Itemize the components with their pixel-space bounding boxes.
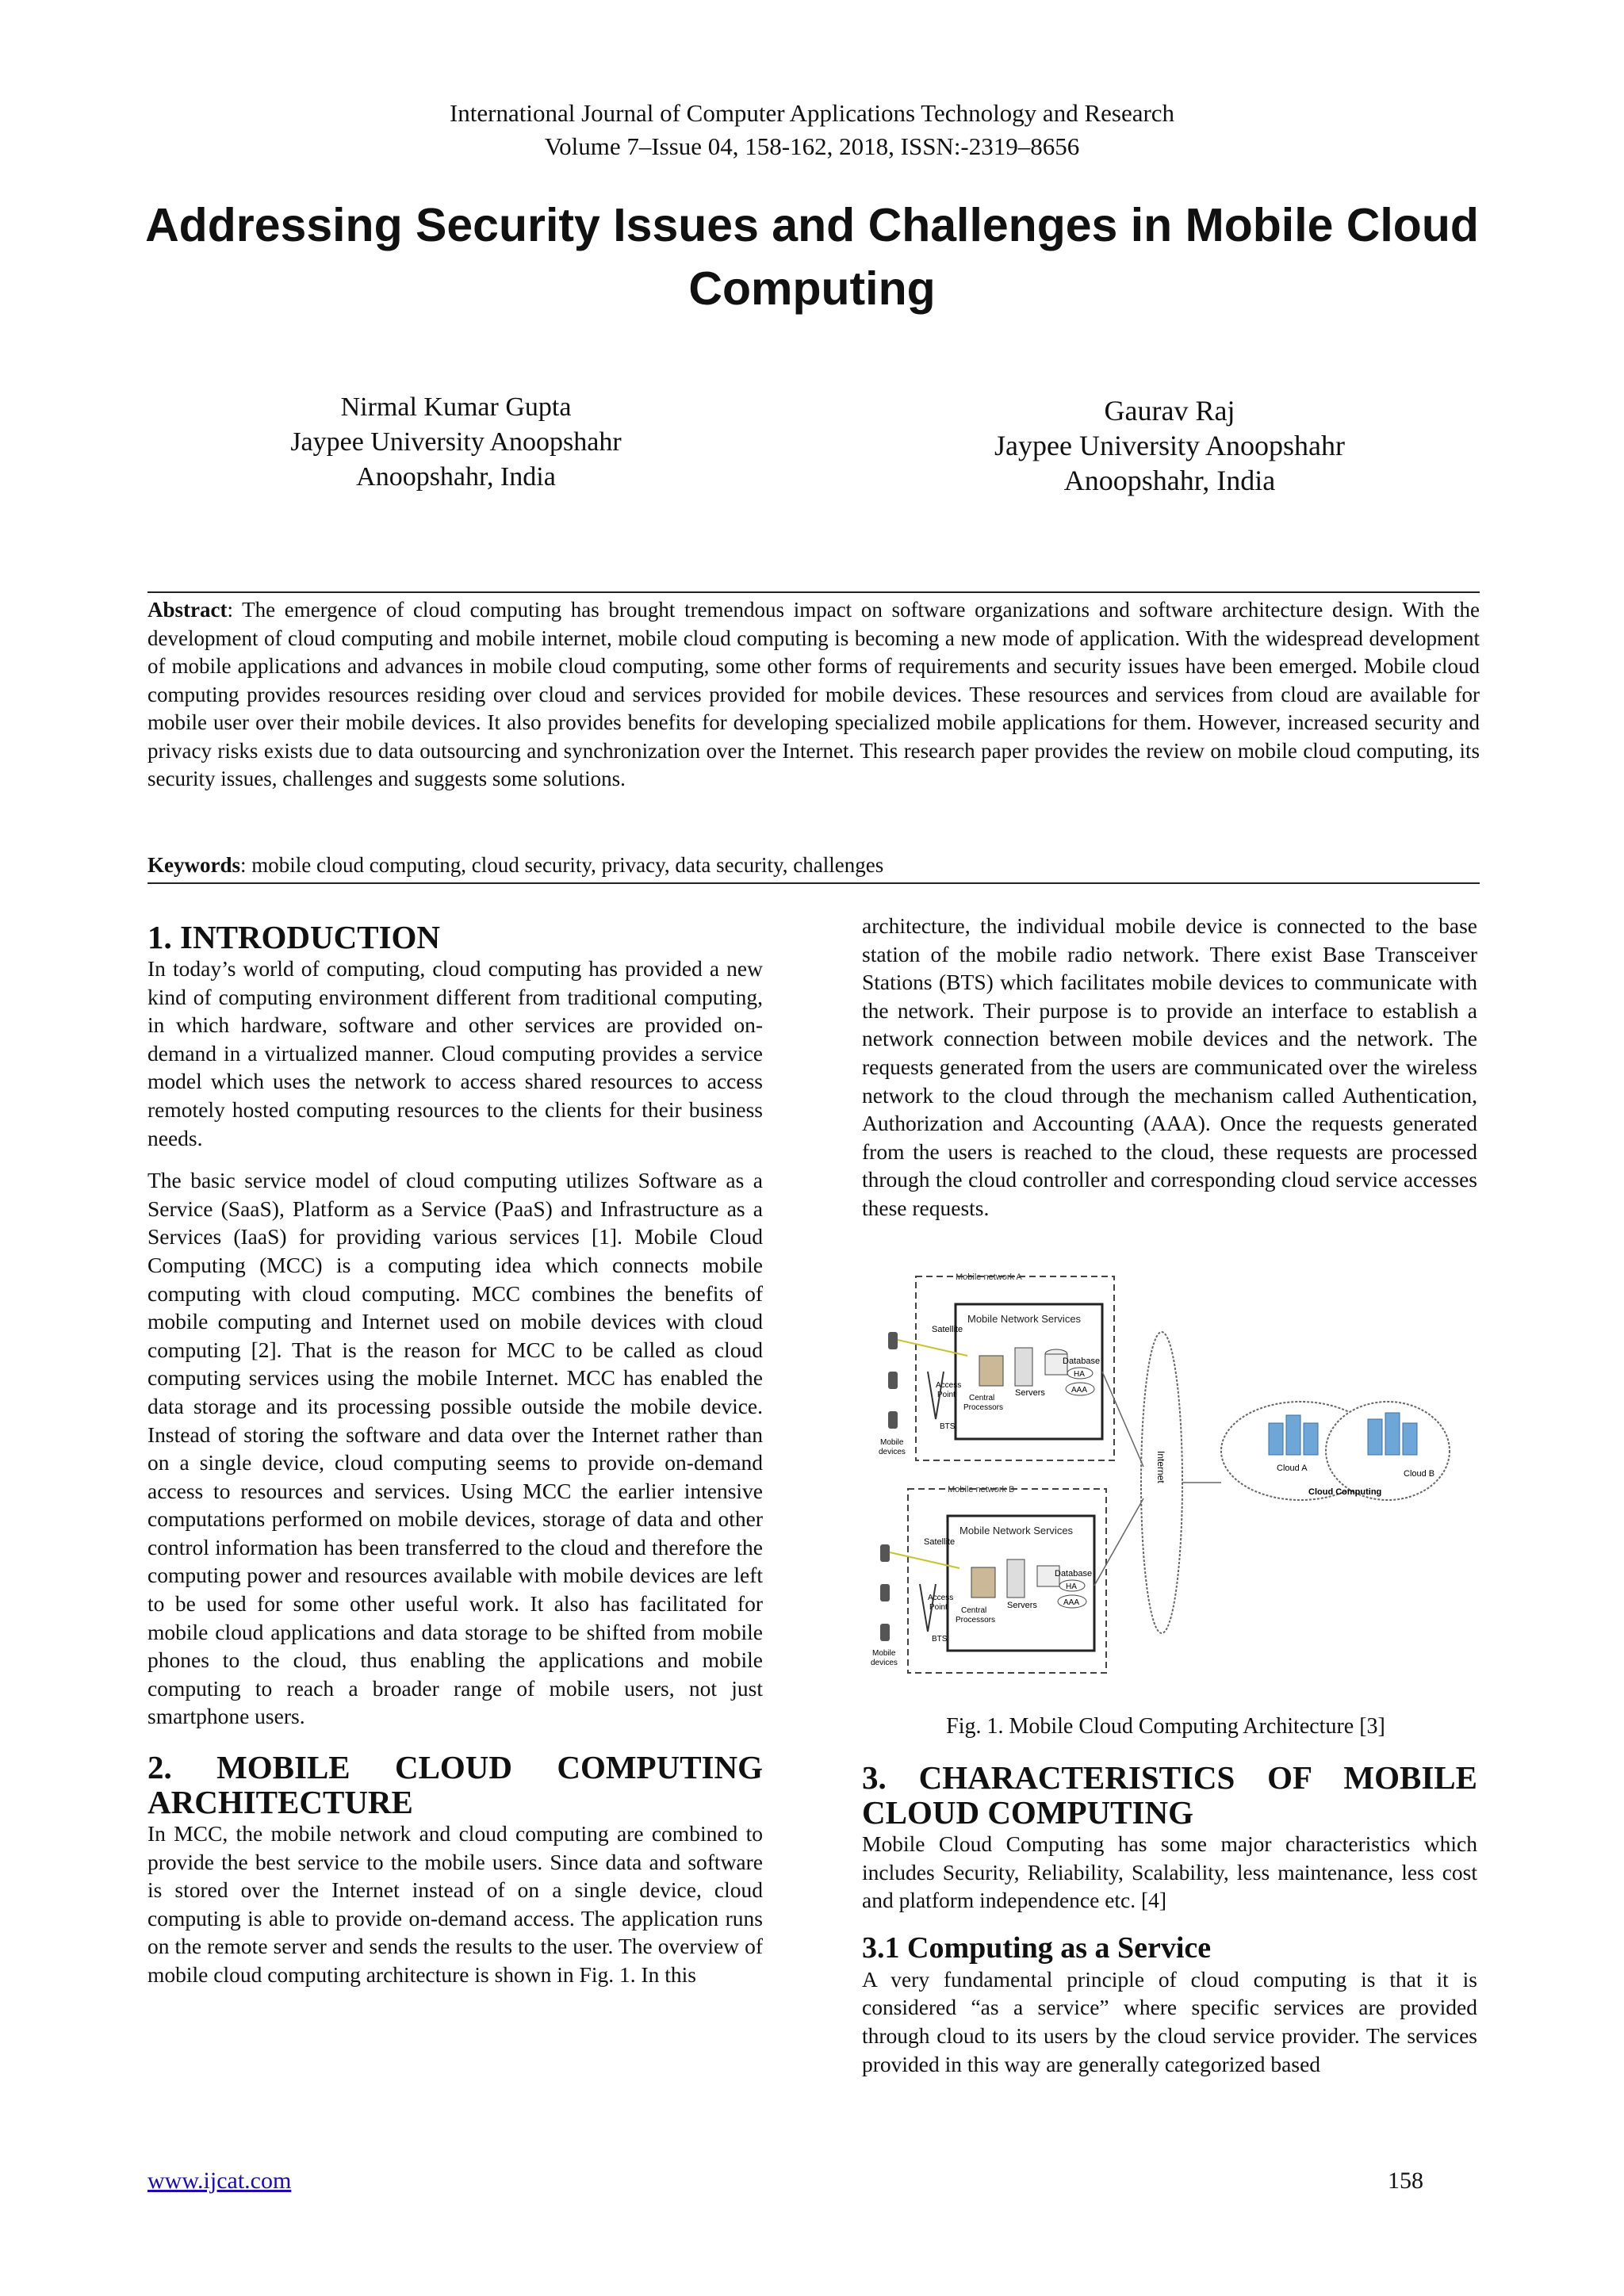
- right-column-top: [862, 912, 1477, 1237]
- bts-label: BTS: [932, 1635, 948, 1644]
- mobile-label-1: Mobile: [880, 1438, 904, 1447]
- author-affiliation: Jaypee University Anoopshahr: [290, 427, 622, 457]
- author-location: Anoopshahr, India: [356, 462, 556, 492]
- author-block-1: [178, 390, 733, 495]
- section-heading-architecture: 2. MOBILE CLOUD COMPUTING ARCHITECTURE: [147, 1749, 763, 1821]
- paragraph: In today’s world of computing, cloud computing has provided a new kind of computing environment different from traditional computing, in which hardware, software and other services are provided on-demand in a virtualized manner. Cloud computing provides a service model which uses the network to access shared resources to access remotely hosted computing resources to the clients for their business needs.: [147, 956, 763, 1150]
- internet-label: Internet: [1155, 1451, 1166, 1483]
- cloud-server-icon: [1304, 1423, 1318, 1455]
- keywords-label: Keywords: [147, 853, 240, 877]
- access-label-2: Point: [929, 1603, 948, 1612]
- network-b-label: Mobile network B: [948, 1485, 1015, 1494]
- figure-caption: Fig. 1. Mobile Cloud Computing Architecture [3]: [946, 1714, 1385, 1739]
- figure-mcc-architecture: [848, 1269, 1451, 1697]
- central-label-1: Central: [969, 1394, 995, 1402]
- subsection-heading-computing-as-a-service: 3.1 Computing as a Service: [862, 1931, 1212, 1965]
- central-label-2: Processors: [963, 1403, 1004, 1412]
- access-label-1: Access: [928, 1594, 954, 1602]
- access-label-2: Point: [937, 1391, 956, 1399]
- mobile-phone-icon: [888, 1372, 898, 1389]
- satellite-label: Satellite: [932, 1325, 963, 1334]
- cloud-b-label: Cloud B: [1404, 1469, 1435, 1479]
- author-block-2: [892, 393, 1447, 498]
- mobile-label-2: devices: [879, 1448, 906, 1456]
- ha-label: HA: [1074, 1370, 1085, 1379]
- paragraph: A very fundamental principle of cloud computing is that it is considered “as a service” where specific services are provided through cloud to its users by the cloud service provider. The services provided in this way are generally categorized based: [862, 1966, 1477, 2076]
- mns-label-b: Mobile Network Services: [959, 1525, 1074, 1536]
- abstract-text: : The emergence of cloud computing has brought tremendous impact on software organizations and software architecture design. With the development of cloud computing and mobile internet, mobile cloud computing is becoming a new mode of application. With the widespread development of mobile applications and advances in mobile cloud computing, some other forms of requirements and security issues have been emerged. Mobile cloud computing provides resources residing over cloud and services provided for mobile devices. These resources and services from cloud are available for mobile user over their mobile devices. It also provides benefits for developing specialized mobile applications for them. However, increased security and privacy risks exists due to data outsourcing and synchronization over the Internet. This research paper provides the review on mobile cloud computing, its security issues, challenges and suggests some solutions.: [147, 598, 1480, 790]
- journal-header: [0, 97, 1624, 163]
- mobile-label-1: Mobile: [872, 1649, 896, 1658]
- network-a-label: Mobile network A: [956, 1272, 1022, 1282]
- left-column: [147, 920, 763, 2003]
- mobile-label-2: devices: [871, 1659, 898, 1667]
- mobile-phone-icon: [888, 1411, 898, 1429]
- page-number: 158: [1388, 2168, 1423, 2194]
- author-affiliation: Jaypee University Anoopshahr: [994, 430, 1345, 461]
- satellite-label: Satellite: [924, 1537, 956, 1547]
- mobile-phone-icon: [880, 1584, 890, 1601]
- cloud-server-icon: [1385, 1413, 1400, 1455]
- abstract: [147, 596, 1480, 794]
- author-name: Gaurav Raj: [1104, 395, 1235, 427]
- central-processor-icon: [979, 1356, 1003, 1386]
- aaa-label: AAA: [1063, 1598, 1080, 1607]
- paper-title: Addressing Security Issues and Challenges in Mobile Cloud Computing: [145, 199, 1479, 315]
- cloud-server-icon: [1403, 1423, 1417, 1455]
- keywords: [147, 851, 1480, 880]
- cloud-a-label: Cloud A: [1277, 1464, 1308, 1473]
- paragraph: The basic service model of cloud computing utilizes Software as a Service (SaaS), Platform as a Service (PaaS) and Infrastructure as a Services (IaaS) for providing various services [1]. Mobile Cloud Computing (MCC) is a computing idea which connects mobile computing with cloud computing. MCC combines the benefits of mobile computing and Internet used on mobile devices with cloud computing [2]. That is the reason for MCC to be called as cloud computing services using the mobile Internet. MCC has enabled the data storage and its processing possible outside the mobile device. Instead of storing the software and data over the Internet rather than on a single device, cloud computing seems to provide on-demand access to resources and services. Using MCC the earlier intensive computations performed on mobile devices, storage of data and other control information has been transferred to the cloud and therefore the computing power and resources available with mobile devices are left to be used for some other useful work. It also has facilitated for mobile cloud applications and data storage to be shifted from mobile phones to the cloud, thus enabling the applications and mobile computing to reach a broader range of mobile users, not just smartphone users.: [147, 1168, 763, 1729]
- cloud-server-icon: [1368, 1419, 1382, 1455]
- right-column-bottom: [862, 1760, 1477, 2092]
- mobile-phone-icon: [880, 1544, 890, 1562]
- section-heading-characteristics: 3. CHARACTERISTICS OF MOBILE CLOUD COMPUTING: [862, 1759, 1477, 1831]
- keywords-bottom-rule: [147, 882, 1480, 884]
- mobile-phone-icon: [888, 1332, 898, 1349]
- aaa-label: AAA: [1071, 1386, 1088, 1395]
- journal-name: International Journal of Computer Applications Technology and Research: [449, 99, 1175, 127]
- ha-label: HA: [1066, 1582, 1077, 1591]
- paragraph: In MCC, the mobile network and cloud computing are combined to provide the best service to the mobile users. Since data and software is stored over the Internet instead of on a single device, cloud computing is able to provide on-demand access. The application runs on the remote server and sends the results to the user. The overview of mobile cloud computing architecture is shown in Fig. 1. In this: [147, 1821, 763, 1987]
- servers-label: Servers: [1015, 1388, 1045, 1398]
- database-label: Database: [1063, 1357, 1101, 1366]
- access-label-1: Access: [936, 1381, 962, 1390]
- servers-label: Servers: [1007, 1601, 1037, 1610]
- paragraph: Mobile Cloud Computing has some major characteristics which includes Security, Reliability, Scalability, less maintenance, less cost and platform independence etc. [4]: [862, 1831, 1477, 1913]
- author-name: Nirmal Kumar Gupta: [340, 392, 572, 422]
- abstract-top-rule: [147, 591, 1480, 593]
- cloud-server-icon: [1286, 1415, 1300, 1455]
- link-line: [1094, 1498, 1143, 1586]
- author-location: Anoopshahr, India: [1063, 465, 1276, 496]
- bts-label: BTS: [940, 1422, 956, 1431]
- mobile-phone-icon: [880, 1624, 890, 1641]
- central-processor-icon: [971, 1567, 995, 1598]
- database-label: Database: [1055, 1569, 1093, 1578]
- link-line: [1102, 1372, 1143, 1467]
- abstract-label: Abstract: [147, 598, 228, 622]
- central-label-1: Central: [961, 1606, 987, 1615]
- server-icon: [1015, 1348, 1032, 1386]
- journal-volume: Volume 7–Issue 04, 158-162, 2018, ISSN:-2319–8656: [544, 132, 1080, 160]
- cloud-server-icon: [1269, 1423, 1283, 1455]
- server-icon: [1007, 1559, 1025, 1598]
- paragraph: architecture, the individual mobile device is connected to the base station of the mobile radio network. There exist Base Transceiver Stations (BTS) which facilitates mobile devices to communicate with the network. Their purpose is to provide an interface to establish a network connection between mobile devices and the network. The requests generated from the users are communicated over the wireless network to the cloud through the mechanism called Authentication, Authorization and Accounting (AAA). Once the requests generated from the users is reached to the cloud, these requests are processed through the cloud controller and corresponding cloud service accesses these requests.: [862, 913, 1477, 1220]
- central-label-2: Processors: [956, 1616, 996, 1624]
- section-heading-introduction: 1. INTRODUCTION: [147, 919, 441, 955]
- journal-website-link[interactable]: www.ijcat.com: [147, 2168, 292, 2194]
- mns-label-a: Mobile Network Services: [967, 1313, 1082, 1325]
- cloud-computing-label: Cloud Computing: [1308, 1487, 1382, 1497]
- keywords-text: : mobile cloud computing, cloud security, privacy, data security, challenges: [240, 853, 884, 877]
